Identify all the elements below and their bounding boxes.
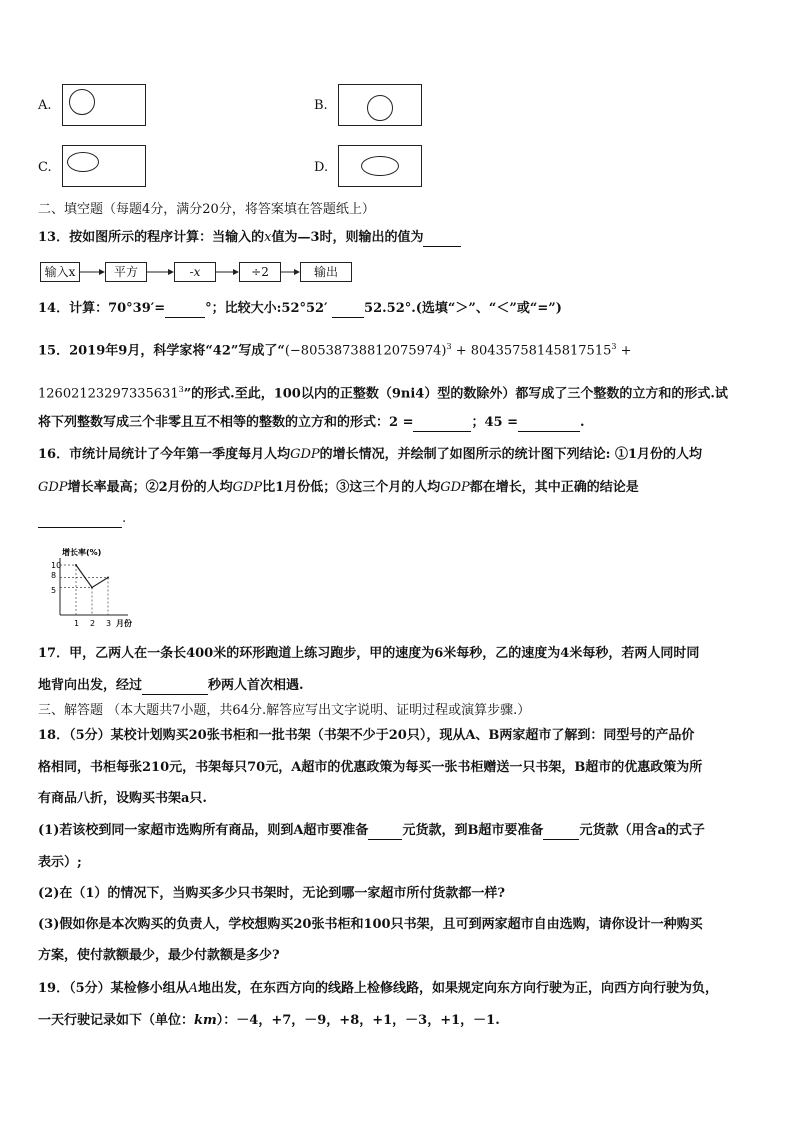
series-line bbox=[76, 565, 108, 588]
flow-input-box: 输入x bbox=[40, 262, 80, 282]
question-19-line-2: 一天行驶记录如下（单位：km）：－4，+7，－9，+8，+1，－3，+1，－1. bbox=[38, 1013, 500, 1028]
question-17-line-2: 地背向出发，经过 秒两人首次相遇. bbox=[38, 678, 304, 693]
data-point bbox=[91, 587, 93, 589]
section-2-heading: 二、填空题（每题4分，满分20分，将答案填在答题纸上） bbox=[38, 202, 375, 217]
y-tick-label: 8 bbox=[51, 571, 57, 580]
question-18-part-3-cont: 方案，使付款额最少，最少付款额是多少? bbox=[38, 948, 280, 963]
x-axis-label: 月份 bbox=[116, 619, 132, 628]
section-3-heading: 三、解答题 （本大题共7小题，共64分.解答应写出文字说明、证明过程或演算步骤.） bbox=[38, 703, 531, 718]
flow-output-box: 输出 bbox=[300, 262, 352, 282]
question-18-part-2: (2)在（1）的情况下，当购买多少只书架时，无论到哪一家超市所付货款都一样? bbox=[38, 886, 506, 901]
circle-shape bbox=[367, 95, 393, 121]
y-tick-label: 5 bbox=[51, 586, 57, 595]
question-18-part-1-cont: 表示）; bbox=[38, 855, 82, 870]
question-18-line-2: 格相同，书柜每张210元，书架每只70元，A超市的优惠政策为每买一张书柜赠送一只书架，B超市的优惠政策为所 bbox=[38, 760, 703, 775]
option-b-figure bbox=[338, 84, 422, 126]
option-c-figure bbox=[62, 145, 146, 187]
question-18-part-3: (3)假如你是本次购买的负责人，学校想购买20张书柜和100只书架，且可到两家超市自由选购，请你设计一种购买 bbox=[38, 917, 703, 932]
question-16-answer-blank: . bbox=[38, 510, 763, 528]
option-a-label: A. bbox=[38, 98, 52, 113]
flow-arrows bbox=[0, 262, 360, 284]
question-15-line-3: 将下列整数写成三个非零且互不相等的整数的立方和的形式：2 = ；45 = . bbox=[38, 415, 585, 430]
x-tick-label: 1 bbox=[74, 619, 80, 628]
option-d-figure bbox=[338, 145, 422, 187]
option-a-figure bbox=[62, 84, 146, 126]
question-15-line-1: 15．2019年9月，科学家将“42”写成了“$(-80538738812075974)^3 + 80435758145817515^3$ + bbox=[38, 342, 632, 359]
flow-divide-box: ÷2 bbox=[239, 262, 281, 282]
x-tick-label: 3 bbox=[106, 619, 112, 628]
question-18-line-3: 有商品八折，设购买书架a只. bbox=[38, 791, 207, 806]
data-point bbox=[75, 564, 77, 566]
question-19-line-1: 19．（5分）某检修小组从A地出发，在东西方向的线路上检修线路，如果规定向东方向行驶为正，向西方向行驶为负， bbox=[38, 981, 719, 996]
question-16-line-1: 16．市统计局统计了今年第一季度每月人均GDP的增长情况，并绘制了如图所示的统计图下列结论: ①1月份的人均 bbox=[38, 447, 703, 462]
y-tick-label: 10 bbox=[51, 561, 62, 570]
option-d-label: D. bbox=[314, 160, 329, 175]
question-18-line-1: 18．（5分）某校计划购买20张书柜和一批书架（书架不少于20只），现从A、B两家超市了解到：同型号的产品价 bbox=[38, 728, 695, 743]
question-17-line-1: 17．甲，乙两人在一条长400米的环形跑道上练习跑步，甲的速度为6米每秒，乙的速度为4米每秒，若两人同时同 bbox=[38, 646, 700, 661]
circle-shape bbox=[69, 89, 95, 115]
y-axis-label: 增长率(%) bbox=[62, 548, 102, 557]
question-16-line-2: GDP增长率最高；②2月份的人均GDP比1月份低；③这三个月的人均GDP都在增长，其中正确的结论是 bbox=[38, 480, 639, 495]
growth-rate-chart bbox=[40, 545, 150, 630]
option-c-label: C. bbox=[38, 160, 52, 175]
x-tick-label: 2 bbox=[90, 619, 96, 628]
option-b-label: B. bbox=[314, 98, 328, 113]
flow-square-box: 平方 bbox=[105, 262, 147, 282]
question-13: 13．按如图所示的程序计算：当输入的x值为—3时，则输出的值为 bbox=[38, 229, 763, 247]
flow-minus-x-box: -x bbox=[174, 262, 216, 282]
ellipse-shape bbox=[361, 156, 399, 176]
question-14: 14．计算：70°39′= °；比较大小:52°52′ 52.52°.(选填“＞”、“＜”或“=”) bbox=[38, 301, 562, 316]
question-18-part-1: (1)若该校到同一家超市选购所有商品，则到A超市要准备 元货款，到B超市要准备 元货款（用含a的式子 bbox=[38, 823, 705, 838]
data-point bbox=[107, 577, 109, 579]
ellipse-shape bbox=[67, 152, 99, 172]
question-15-line-2: 12602123297335631$^3$”的形式.至此，100以内的正整数（9ni4）型的数除外）都写成了三个整数的立方和的形式.试 bbox=[38, 385, 728, 402]
